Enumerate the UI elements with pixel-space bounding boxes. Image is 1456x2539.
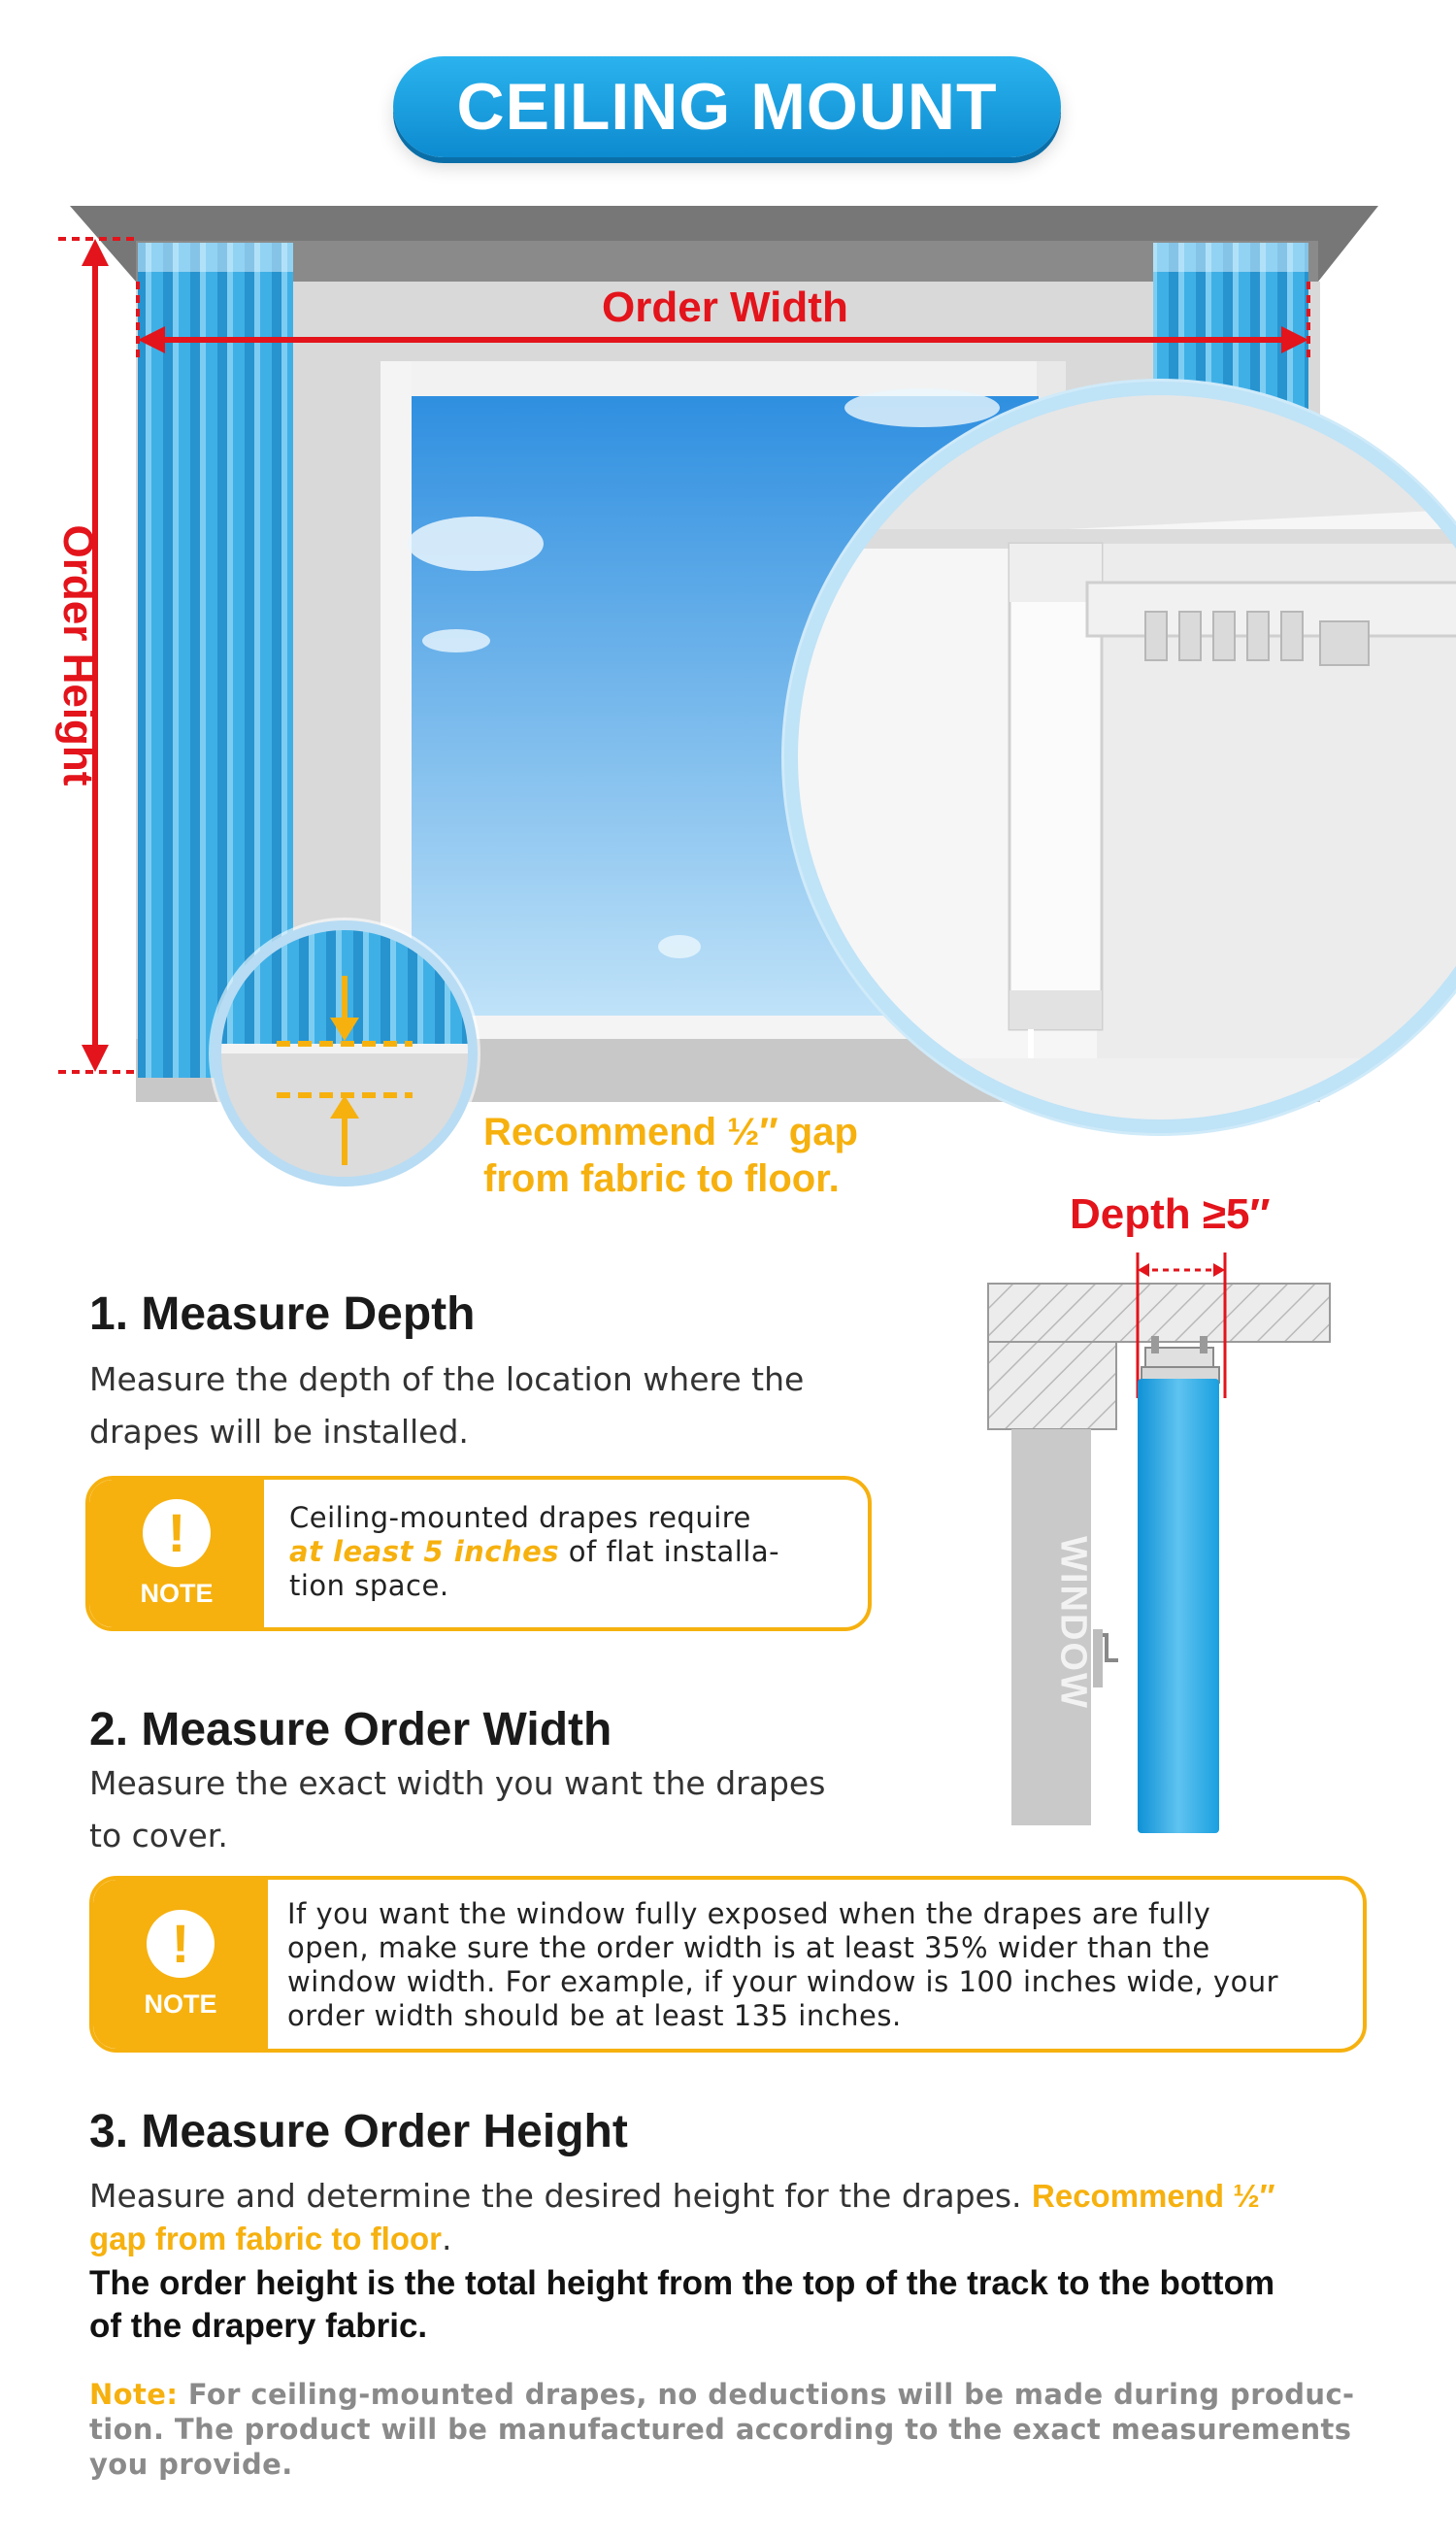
gap-callout-line1: Recommend ½″ gap bbox=[483, 1111, 858, 1153]
section2-body-line1: Measure the exact width you want the drapes bbox=[89, 1764, 826, 1802]
note-tab bbox=[93, 1880, 268, 2049]
section3-bold-line2: of the drapery fabric. bbox=[89, 2307, 428, 2345]
section3-emphasis-line1: Recommend ½″ bbox=[1032, 2178, 1275, 2214]
gap-callout-line2: from fabric to floor. bbox=[483, 1157, 840, 1200]
page-title: CEILING MOUNT bbox=[456, 70, 998, 144]
section3-body-text: Measure and determine the desired height for the drapes. bbox=[89, 2177, 1022, 2215]
note-tab-label: NOTE bbox=[144, 1988, 217, 2019]
footer-note-label: Note: bbox=[89, 2378, 179, 2411]
footer-note bbox=[89, 2377, 1409, 2482]
note-depth-line3: tion space. bbox=[289, 1569, 449, 1602]
section2-body-line2: to cover. bbox=[89, 1817, 228, 1854]
section3-bold-line1: The order height is the total height from the top of the track to the bottom bbox=[89, 2264, 1275, 2302]
depth-label: Depth ≥5″ bbox=[1070, 1190, 1271, 1238]
note-depth-emphasis: at least 5 inches bbox=[289, 1535, 560, 1568]
footer-note-line1: For ceiling-mounted drapes, no deductions will be made during produc- bbox=[178, 2378, 1355, 2411]
order-height-label: Order Height bbox=[54, 524, 102, 786]
gap-callout bbox=[483, 1109, 858, 1202]
depth-diagram bbox=[971, 1243, 1359, 1845]
section1-body-line1: Measure the depth of the location where the bbox=[89, 1360, 805, 1398]
order-width-label: Order Width bbox=[602, 284, 848, 331]
exclamation-icon: ! bbox=[143, 1499, 211, 1567]
note-tab bbox=[89, 1480, 264, 1627]
note-width-line4: order width should be at least 135 inches. bbox=[287, 1999, 902, 2032]
exclamation-icon: ! bbox=[147, 1910, 215, 1978]
section2-body bbox=[89, 1757, 825, 1862]
note-width-line2: open, make sure the order width is at least 35% wider than the bbox=[287, 1931, 1210, 1964]
section1-body-line2: drapes will be installed. bbox=[89, 1413, 469, 1451]
footer-note-line2: tion. The product will be manufactured according to the exact measurements bbox=[89, 2413, 1352, 2446]
window-illustration bbox=[0, 0, 1456, 1223]
note-box-depth bbox=[85, 1476, 872, 1631]
section1-body bbox=[89, 1353, 804, 1458]
note-width-line1: If you want the window fully exposed when the drapes are fully bbox=[287, 1897, 1211, 1930]
section3-body-period: . bbox=[442, 2220, 452, 2257]
section3-heading: 3. Measure Order Height bbox=[89, 2106, 628, 2157]
section2-heading: 2. Measure Order Width bbox=[89, 1704, 612, 1755]
note-depth-line2: of flat installa- bbox=[559, 1535, 780, 1568]
note-box-width bbox=[89, 1876, 1367, 2053]
section1-heading: 1. Measure Depth bbox=[89, 1288, 476, 1340]
note-text-width bbox=[287, 1897, 1278, 2033]
note-tab-label: NOTE bbox=[140, 1578, 214, 1608]
note-depth-line1: Ceiling-mounted drapes require bbox=[289, 1501, 751, 1534]
section3-emphasis-line2: gap from fabric to floor bbox=[89, 2221, 442, 2256]
section3-body bbox=[89, 2175, 1419, 2348]
note-width-line3: window width. For example, if your window is 100 inches wide, your bbox=[287, 1965, 1279, 1998]
footer-note-line3: you provide. bbox=[89, 2448, 293, 2481]
window-label: WINDOW bbox=[1052, 1536, 1094, 1710]
note-text-depth bbox=[289, 1501, 779, 1603]
